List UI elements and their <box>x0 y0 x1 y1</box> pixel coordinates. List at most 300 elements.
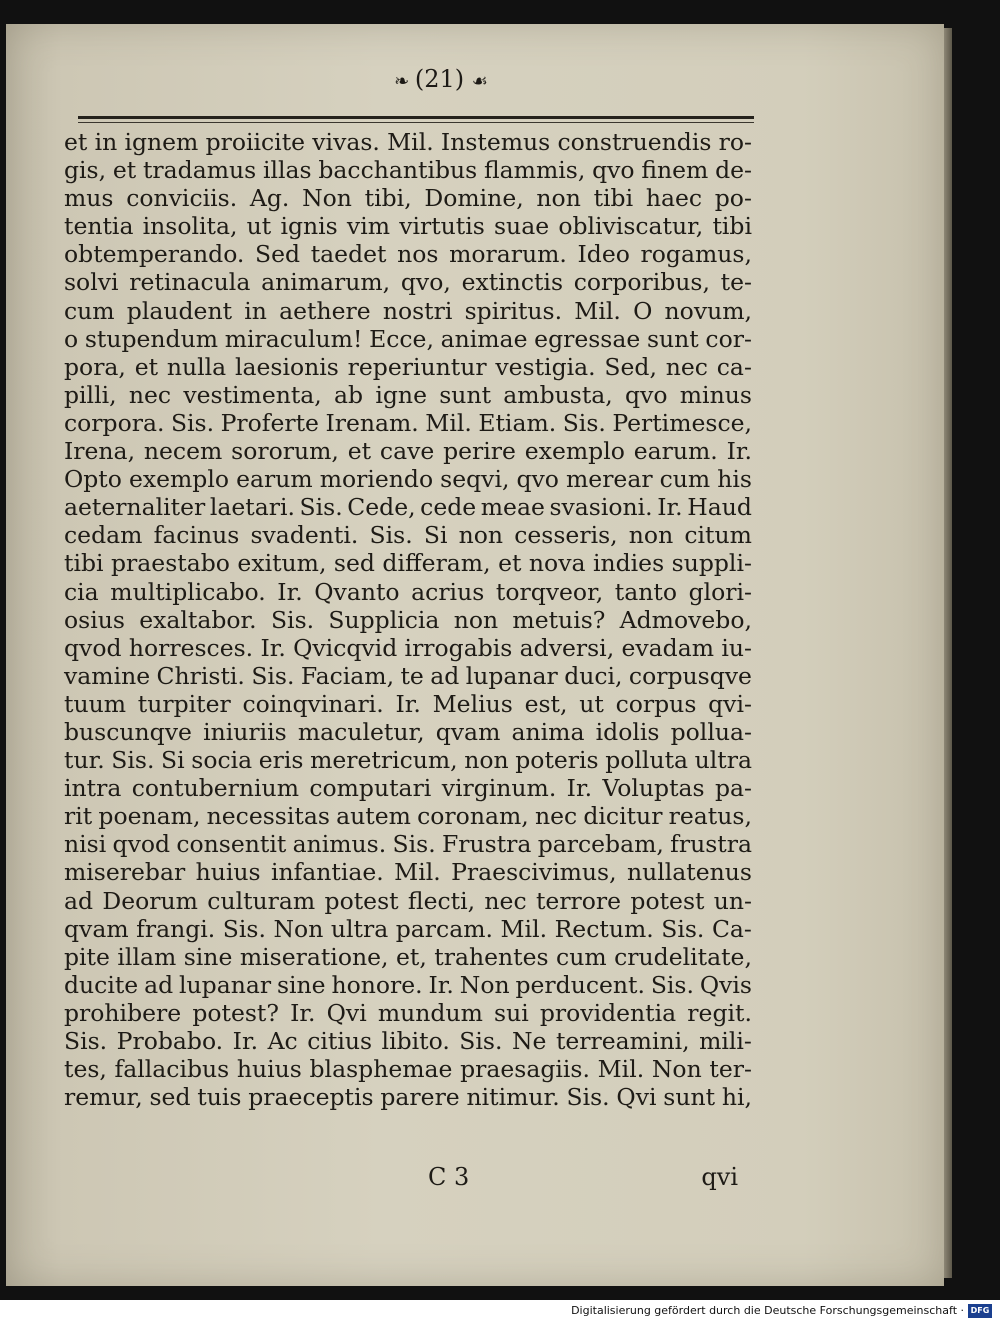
text-line <box>64 184 752 212</box>
word: suppli- <box>671 549 752 578</box>
word: obliviscatur, <box>558 212 704 241</box>
word: consentit <box>176 830 287 859</box>
word: meae <box>480 493 545 522</box>
word: frangi. <box>136 914 216 943</box>
word: honore. <box>331 970 423 999</box>
text-line <box>64 156 752 184</box>
word: vestimenta, <box>183 380 322 409</box>
word: Ir. <box>277 577 303 606</box>
word: lupanar <box>179 970 272 999</box>
word: Sis. <box>566 1083 610 1112</box>
word: parere <box>380 1083 460 1112</box>
header-ornament-right: ☙ <box>471 71 486 92</box>
text-line <box>64 999 752 1027</box>
word: blasphemae <box>309 1055 453 1084</box>
word: Frustra <box>441 830 532 859</box>
word: tibi <box>593 184 634 213</box>
word: Sed <box>255 240 301 269</box>
dfg-logo: DFG <box>968 1304 992 1318</box>
word: Haud <box>687 493 752 522</box>
word: parcam. <box>395 914 493 943</box>
word: pa- <box>714 774 752 803</box>
word: nec <box>534 802 578 831</box>
word: Qvi <box>616 1083 657 1112</box>
word: ro- <box>718 128 752 156</box>
word: Praescivimus, <box>451 858 617 887</box>
word: multiplicabo. <box>110 577 266 606</box>
word: torqveor, <box>495 577 604 606</box>
word: corpus <box>615 689 697 718</box>
word: svasioni. <box>549 493 653 522</box>
word: providentia <box>539 998 677 1027</box>
word: differam, <box>382 549 491 578</box>
word: bacchantibus <box>318 156 478 185</box>
word: Sis. <box>299 493 343 522</box>
page-header <box>340 62 540 96</box>
word: minus <box>679 380 752 409</box>
word: acrius <box>411 577 485 606</box>
word: hi, <box>721 1083 752 1112</box>
word: Si <box>161 746 185 775</box>
word: Ir. <box>566 774 593 803</box>
page-footer <box>64 1162 752 1192</box>
word: duci, <box>564 661 623 690</box>
word: miseratione, <box>239 942 389 971</box>
word: miraculum! <box>224 324 363 353</box>
word: Ca- <box>711 914 752 943</box>
word: ignis <box>280 212 338 241</box>
word: Pertimesce, <box>612 408 752 437</box>
word: Sis. <box>270 605 315 634</box>
word: Domine, <box>424 184 524 213</box>
word: qvo <box>625 380 668 409</box>
word: tuis <box>197 1083 242 1112</box>
word: Ir. <box>290 998 316 1027</box>
word: suae <box>494 212 550 241</box>
word: virtutis <box>399 212 485 241</box>
word: necessitas <box>206 802 330 831</box>
word: gis, <box>64 156 107 185</box>
word: illam <box>117 942 177 971</box>
word: te <box>400 661 424 690</box>
word: stupendum <box>84 324 219 353</box>
word: Qvicqvid <box>293 633 398 662</box>
word: pilli, <box>64 380 117 409</box>
word: intra <box>64 774 122 803</box>
word: un- <box>713 886 752 915</box>
word: animus. <box>292 830 387 859</box>
word: irrogabis <box>404 633 513 662</box>
text-line <box>64 971 752 999</box>
text-line <box>64 437 752 465</box>
word: perire <box>443 437 516 466</box>
word: potest? <box>192 998 279 1027</box>
word: morarum. <box>449 240 567 269</box>
word: nulla <box>166 352 227 381</box>
word: terreamini, <box>555 1027 690 1055</box>
word: trahentes <box>434 942 549 971</box>
word: remur, <box>64 1083 143 1112</box>
page-edge <box>944 28 952 1278</box>
word: autem <box>336 802 411 831</box>
word: merear <box>566 465 653 494</box>
word: potest <box>630 886 705 915</box>
word: qvod <box>64 633 122 662</box>
text-line <box>64 409 752 437</box>
word: polluta <box>605 746 689 775</box>
word: Ideo <box>577 240 630 269</box>
word: earum. <box>633 437 718 466</box>
word: Probabo. <box>116 1027 224 1055</box>
catchword: qvi <box>701 1163 738 1191</box>
word: Ecce, <box>369 324 434 353</box>
text-line <box>64 240 752 268</box>
word: sed <box>333 549 375 578</box>
text-line <box>64 521 752 549</box>
word: Mil. <box>394 858 441 887</box>
word: regit. <box>687 998 752 1027</box>
word: qvam <box>64 914 129 943</box>
word: haec <box>645 184 703 213</box>
text-line <box>64 774 752 802</box>
word: non <box>536 184 581 213</box>
word: Qvanto <box>314 577 400 606</box>
word: cesseris, <box>514 521 618 550</box>
header-ornament-left: ❧ <box>394 71 408 92</box>
word: nova <box>528 549 586 578</box>
text-line <box>64 325 752 353</box>
word: ter- <box>709 1055 752 1084</box>
word: tuum <box>64 689 126 718</box>
word: pollua- <box>670 717 752 746</box>
word: idolis <box>595 717 660 746</box>
word: proiicite <box>205 128 306 156</box>
body-text <box>64 128 752 1111</box>
word: nec <box>484 886 527 915</box>
word: Mil. <box>500 914 548 943</box>
word: Etiam. <box>478 408 557 437</box>
word: rit <box>64 802 93 831</box>
word: ut <box>579 689 604 718</box>
text-line <box>64 353 752 381</box>
word: reperiuntur <box>347 352 487 381</box>
word: flammis, <box>484 156 586 185</box>
signature-mark: C 3 <box>428 1163 470 1191</box>
word: sunt <box>663 1083 716 1112</box>
word: solvi <box>64 268 119 297</box>
word: egressae <box>534 324 641 353</box>
word: novum, <box>664 296 752 325</box>
word: buscunqve <box>64 717 192 746</box>
credit-bar <box>0 1300 1000 1322</box>
text-line <box>64 606 752 634</box>
word: Voluptas <box>602 774 705 803</box>
word: insolita, <box>142 212 238 241</box>
word: Faciam, <box>300 661 395 690</box>
word: corpora. <box>64 408 165 437</box>
text-line <box>64 297 752 325</box>
word: tibi <box>64 549 104 578</box>
word: praestabo <box>111 549 230 578</box>
word: cor- <box>705 324 752 353</box>
word: qvo <box>592 156 635 185</box>
word: et <box>64 128 88 156</box>
word: moriendo <box>319 465 434 494</box>
word: tradamus <box>142 156 257 185</box>
word: crudelitate, <box>614 942 752 971</box>
word: exitum, <box>237 549 327 578</box>
word: finem <box>641 156 709 185</box>
word: est, <box>524 689 568 718</box>
word: Ac <box>267 1027 298 1055</box>
word: vivas. <box>312 128 380 156</box>
word: in <box>244 296 267 325</box>
word: Non <box>651 1055 702 1084</box>
word: nisi <box>64 830 107 859</box>
word: Sis. <box>222 914 266 943</box>
word: evadam <box>621 633 715 662</box>
word: adversi, <box>519 633 615 662</box>
word: computari <box>309 774 432 803</box>
word: reatus, <box>668 802 752 831</box>
text-line <box>64 634 752 662</box>
word: Opto <box>64 465 122 494</box>
word: cave <box>379 437 435 466</box>
word: sui <box>494 998 529 1027</box>
word: indies <box>592 549 665 578</box>
word: facinus <box>153 521 240 550</box>
word: et, <box>395 942 427 971</box>
word: Sis. <box>650 970 694 999</box>
page-number: (21) <box>414 65 465 93</box>
word: et <box>498 549 522 578</box>
word: osius <box>64 605 125 634</box>
word: eris <box>258 746 304 775</box>
word: construendis <box>557 128 712 156</box>
word: huius <box>195 858 261 887</box>
word: extinctis <box>461 268 563 297</box>
word: o <box>64 324 79 353</box>
word: citius <box>307 1027 373 1055</box>
word: Sis. <box>170 408 215 437</box>
word: culturam <box>207 886 316 915</box>
word: praeceptis <box>248 1083 374 1112</box>
text-line <box>64 943 752 971</box>
word: animae <box>440 324 528 353</box>
word: vestigia. <box>495 352 596 381</box>
text-line <box>64 381 752 409</box>
word: aethere <box>279 296 371 325</box>
word: Ir. <box>657 493 683 522</box>
text-line <box>64 887 752 915</box>
word: ca- <box>716 352 752 381</box>
word: sunt <box>646 324 699 353</box>
word: vim <box>346 212 390 241</box>
word: socia <box>191 746 253 775</box>
word: citum <box>684 521 752 550</box>
word: iniuriis <box>203 717 287 746</box>
word: laesionis <box>234 352 339 381</box>
text-line <box>64 268 752 296</box>
text-line <box>64 493 752 521</box>
word: te- <box>720 268 752 297</box>
word: retinacula <box>129 268 251 297</box>
word: Deorum <box>102 886 198 915</box>
word: lupanar <box>465 661 558 690</box>
word: vamine <box>64 661 151 690</box>
word: in <box>94 128 118 156</box>
text-line <box>64 128 752 156</box>
word: meretricum, <box>310 746 458 775</box>
text-line <box>64 1027 752 1055</box>
word: ad <box>64 886 94 915</box>
word: Ne <box>511 1027 547 1055</box>
word: Sis. <box>392 830 436 859</box>
word: Ir. <box>232 1027 259 1055</box>
header-rule <box>78 116 754 119</box>
word: tanto <box>614 577 677 606</box>
word: maculetur, <box>297 717 425 746</box>
word: pite <box>64 942 110 971</box>
word: Mil. <box>387 128 434 156</box>
word: qvo <box>516 465 559 494</box>
text-line <box>64 802 752 830</box>
word: tes, <box>64 1055 107 1084</box>
word: ab <box>334 380 364 409</box>
word: Ir. <box>395 689 421 718</box>
word: ducite <box>64 970 139 999</box>
word: non <box>453 605 499 634</box>
word: prohibere <box>64 998 182 1027</box>
word: flecti, <box>407 886 476 915</box>
word: miserebar <box>64 858 186 887</box>
word: rogamus, <box>640 240 752 269</box>
word: Instemus <box>440 128 551 156</box>
word: Sis. <box>111 746 155 775</box>
word: conviciis. <box>126 184 238 213</box>
word: cum <box>556 942 607 971</box>
word: taedet <box>310 240 387 269</box>
word: huius <box>236 1055 302 1084</box>
word: frustra <box>670 830 752 859</box>
word: ultra <box>694 746 752 775</box>
word: Admovebo, <box>619 605 752 634</box>
word: qvi- <box>708 689 752 718</box>
word: glori- <box>688 577 752 606</box>
word: parcebam, <box>537 830 664 859</box>
word: mus <box>64 184 114 213</box>
word: sine <box>276 970 326 999</box>
word: infantiae. <box>270 858 384 887</box>
text-line <box>64 915 752 943</box>
word: nullatenus <box>626 858 752 887</box>
word: Mil. <box>574 296 621 325</box>
word: Irenam. <box>325 408 419 437</box>
word: qvo, <box>400 268 451 297</box>
word: dicitur <box>583 802 663 831</box>
word: cia <box>64 577 99 606</box>
word: obtemperando. <box>64 240 245 269</box>
word: Ag. <box>249 184 290 213</box>
word: ignem <box>124 128 199 156</box>
text-line <box>64 830 752 858</box>
word: qvam <box>435 717 501 746</box>
word: metuis? <box>512 605 606 634</box>
word: ad <box>430 661 460 690</box>
word: spiritus. <box>464 296 563 325</box>
word: sunt <box>439 380 492 409</box>
word: perducent. <box>515 970 645 999</box>
word: tur. <box>64 746 105 775</box>
word: Cede, <box>347 493 416 522</box>
word: non <box>464 746 509 775</box>
word: qvod <box>112 830 171 859</box>
credit-text: Digitalisierung gefördert durch die Deutsche Forschungsgemeinschaft · <box>571 1304 964 1317</box>
word: libito. <box>381 1027 450 1055</box>
word: seqvi, <box>440 465 510 494</box>
word: terrore <box>535 886 622 915</box>
word: tentia <box>64 212 134 241</box>
word: Sis. <box>251 661 295 690</box>
word: Rectum. <box>554 914 654 943</box>
word: Supplicia <box>328 605 440 634</box>
word: cum <box>64 296 115 325</box>
word: et <box>112 156 137 185</box>
word: Ir. <box>428 970 454 999</box>
word: cedam <box>64 521 143 550</box>
word: earum <box>236 465 313 494</box>
word: laetari. <box>209 493 295 522</box>
word: Sed, <box>604 352 657 381</box>
text-line <box>64 746 752 774</box>
word: non <box>628 521 674 550</box>
word: exemplo <box>524 437 625 466</box>
text-line <box>64 690 752 718</box>
word: Qvi <box>326 998 367 1027</box>
word: aeternaliter <box>64 493 206 522</box>
word: corpusqve <box>628 661 752 690</box>
word: nitimur. <box>466 1083 560 1112</box>
word: corporibus, <box>573 268 710 297</box>
word: necem <box>143 437 223 466</box>
word: et <box>347 437 372 466</box>
word: fallacibus <box>114 1055 230 1084</box>
word: Non <box>459 970 510 999</box>
word: Ir. <box>726 437 752 466</box>
word: Sis. <box>369 521 413 550</box>
word: ambusta, <box>503 380 613 409</box>
word: Ir. <box>260 633 286 662</box>
word: tibi, <box>364 184 412 213</box>
word: Non <box>302 184 352 213</box>
word: turpiter <box>137 689 231 718</box>
word: ultra <box>330 914 389 943</box>
word: sed <box>149 1083 191 1112</box>
header-rule-thin <box>78 122 754 123</box>
word: virginum. <box>441 774 557 803</box>
word: Mil. <box>425 408 472 437</box>
word: Melius <box>432 689 513 718</box>
word: potest <box>324 886 399 915</box>
word: et <box>134 352 159 381</box>
word: po- <box>714 184 752 213</box>
word: poenam, <box>98 802 201 831</box>
word: sine <box>183 942 233 971</box>
word: exemplo <box>128 465 230 494</box>
word: Mil. <box>597 1055 645 1084</box>
text-line <box>64 662 752 690</box>
text-line <box>64 549 752 577</box>
